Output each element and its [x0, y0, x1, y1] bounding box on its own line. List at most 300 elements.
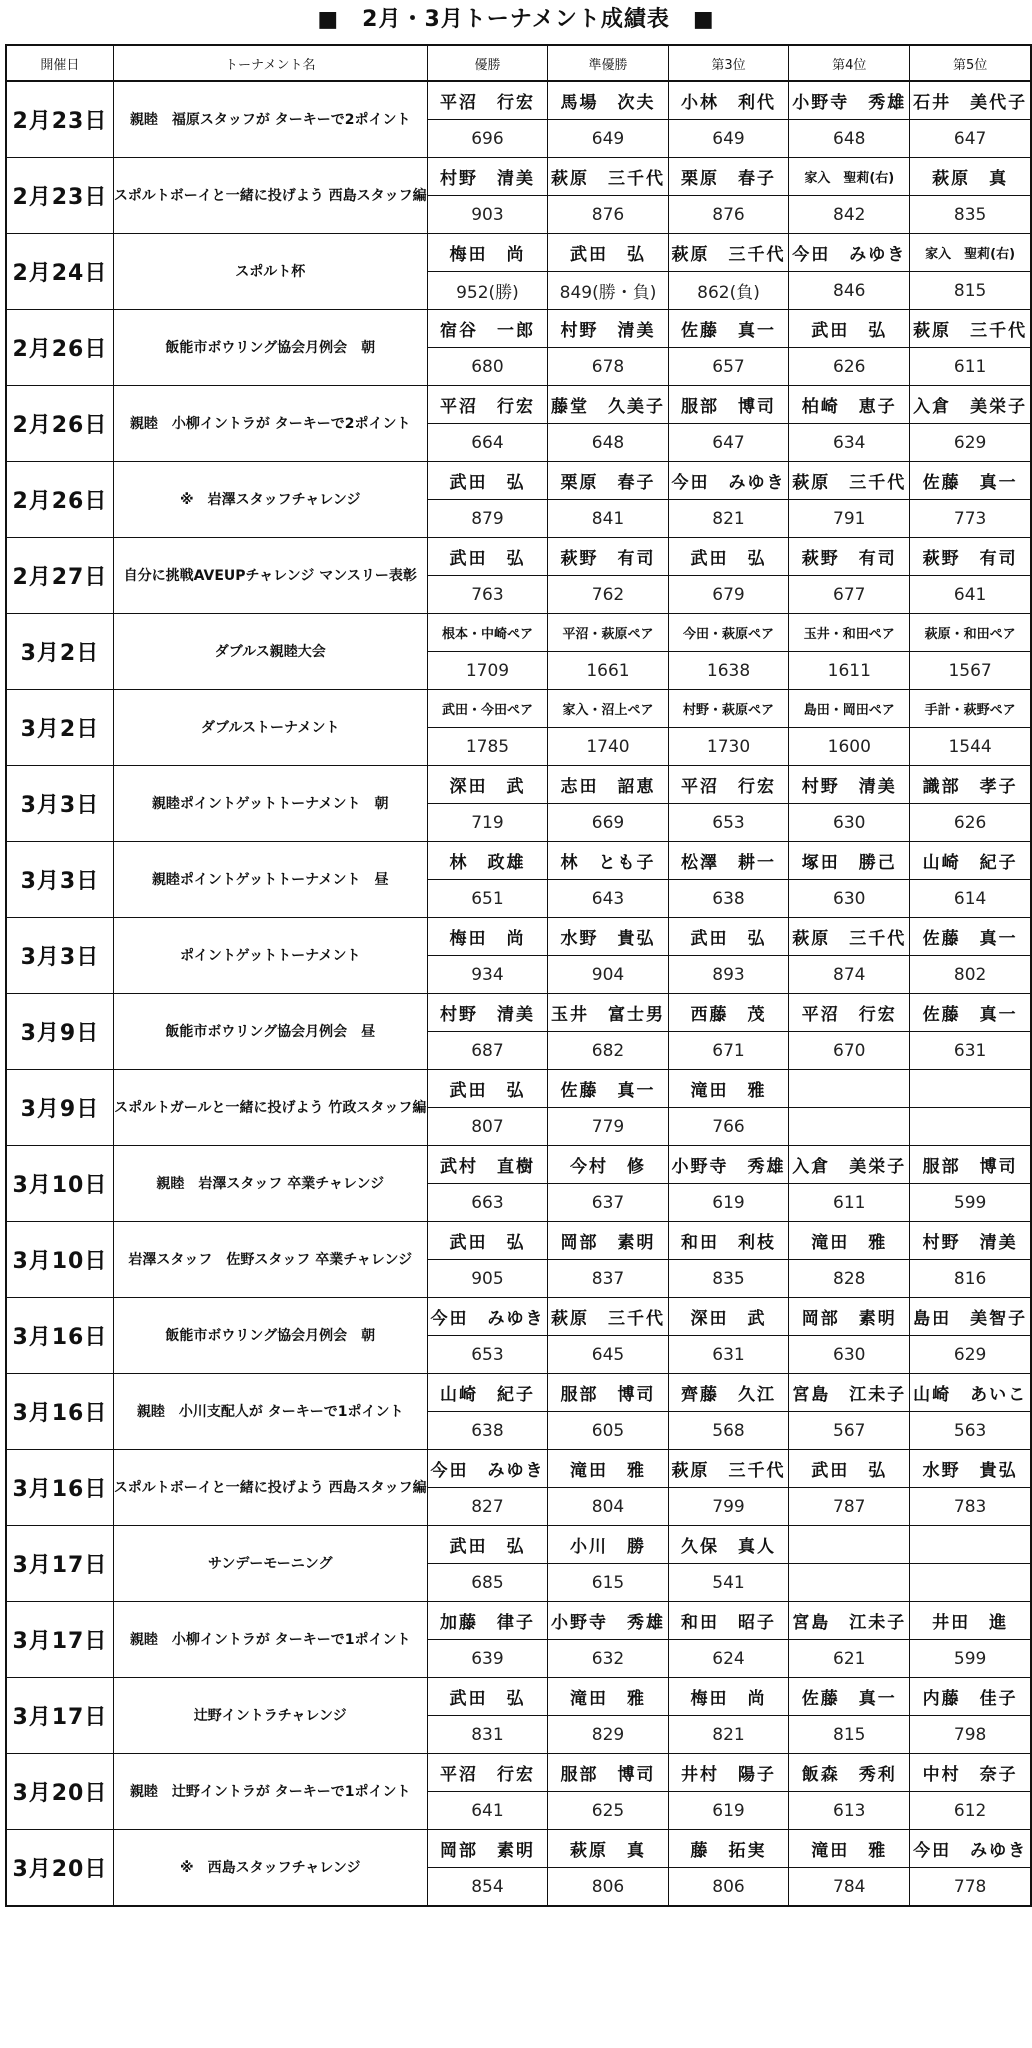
score-rank-5: 647 — [910, 120, 1031, 158]
score-rank-4: 842 — [789, 196, 910, 234]
player-name-rank-4: 小野寺 秀雄 — [789, 81, 910, 120]
score-rank-1: 638 — [427, 1412, 548, 1450]
player-name-rank-2: 武田 弘 — [548, 234, 669, 272]
score-rank-4: 784 — [789, 1868, 910, 1907]
player-name-rank-1: 平沼 行宏 — [427, 1754, 548, 1792]
score-rank-2: 1661 — [548, 652, 669, 690]
player-name-rank-4: 萩原 三千代 — [789, 462, 910, 500]
player-name-rank-3: 平沼 行宏 — [668, 766, 789, 804]
event-row-players — [6, 1374, 1031, 1412]
event-row-players — [6, 614, 1031, 652]
event-row-players — [6, 842, 1031, 880]
score-rank-4: 634 — [789, 424, 910, 462]
score-rank-1: 905 — [427, 1260, 548, 1298]
event-row-players — [6, 81, 1031, 120]
player-name-rank-5: 佐藤 真一 — [910, 462, 1031, 500]
player-name-rank-4 — [789, 1070, 910, 1108]
score-rank-5: 783 — [910, 1488, 1031, 1526]
tournament-name: 親睦 辻野イントラが ターキーで1ポイント — [113, 1754, 427, 1830]
score-rank-5: 631 — [910, 1032, 1031, 1070]
event-date: 3月16日 — [6, 1450, 113, 1526]
player-name-rank-2: 村野 清美 — [548, 310, 669, 348]
score-rank-3: 619 — [668, 1184, 789, 1222]
player-name-rank-3: 久保 真人 — [668, 1526, 789, 1564]
score-rank-5: 1544 — [910, 728, 1031, 766]
tournament-name: 親睦 小川支配人が ターキーで1ポイント — [113, 1374, 427, 1450]
score-rank-3: 647 — [668, 424, 789, 462]
score-rank-5: 1567 — [910, 652, 1031, 690]
player-name-rank-1: 平沼 行宏 — [427, 386, 548, 424]
player-name-rank-5: 今田 みゆき — [910, 1830, 1031, 1868]
score-rank-5: 599 — [910, 1640, 1031, 1678]
score-rank-1: 763 — [427, 576, 548, 614]
player-name-rank-2: 小野寺 秀雄 — [548, 1602, 669, 1640]
score-rank-2: 829 — [548, 1716, 669, 1754]
tournament-name: ※ 西島スタッフチャレンジ — [113, 1830, 427, 1907]
tournament-name: サンデーモーニング — [113, 1526, 427, 1602]
event-row-players — [6, 386, 1031, 424]
score-rank-2: 806 — [548, 1868, 669, 1907]
player-name-rank-1: 武田 弘 — [427, 1526, 548, 1564]
score-rank-2: 649 — [548, 120, 669, 158]
player-name-rank-5: 識部 孝子 — [910, 766, 1031, 804]
event-row-players — [6, 1830, 1031, 1868]
player-name-rank-4: 滝田 雅 — [789, 1222, 910, 1260]
event-date: 3月20日 — [6, 1754, 113, 1830]
score-rank-5: 626 — [910, 804, 1031, 842]
player-name-rank-2: 岡部 素明 — [548, 1222, 669, 1260]
player-name-rank-3: 齊藤 久江 — [668, 1374, 789, 1412]
tournament-name: 自分に挑戦AVEUPチャレンジ マンスリー表彰 — [113, 538, 427, 614]
event-date: 2月24日 — [6, 234, 113, 310]
player-name-rank-1: 武村 直樹 — [427, 1146, 548, 1184]
score-rank-3: 657 — [668, 348, 789, 386]
score-rank-2: 605 — [548, 1412, 669, 1450]
player-name-rank-5: 山崎 紀子 — [910, 842, 1031, 880]
score-rank-2: 625 — [548, 1792, 669, 1830]
player-name-rank-4: 玉井・和田ペア — [789, 614, 910, 652]
player-name-rank-5: 萩野 有司 — [910, 538, 1031, 576]
player-name-rank-4: 塚田 勝己 — [789, 842, 910, 880]
event-row-players — [6, 690, 1031, 728]
score-rank-1: 653 — [427, 1336, 548, 1374]
player-name-rank-2: 萩原 三千代 — [548, 1298, 669, 1336]
score-rank-4: 630 — [789, 880, 910, 918]
score-rank-2: 643 — [548, 880, 669, 918]
event-row-players — [6, 918, 1031, 956]
player-name-rank-2: 萩野 有司 — [548, 538, 669, 576]
results-body — [6, 81, 1031, 1906]
player-name-rank-4: 武田 弘 — [789, 1450, 910, 1488]
score-rank-3: 568 — [668, 1412, 789, 1450]
score-rank-1: 827 — [427, 1488, 548, 1526]
score-rank-1: 641 — [427, 1792, 548, 1830]
tournament-name: スポルトガールと一緒に投げよう 竹政スタッフ編 — [113, 1070, 427, 1146]
score-rank-2: 804 — [548, 1488, 669, 1526]
tournament-name: 辻野イントラチャレンジ — [113, 1678, 427, 1754]
score-rank-1: 680 — [427, 348, 548, 386]
player-name-rank-5: 手計・萩野ペア — [910, 690, 1031, 728]
event-row-players — [6, 1678, 1031, 1716]
event-date: 2月26日 — [6, 462, 113, 538]
score-rank-2: 615 — [548, 1564, 669, 1602]
tournament-name: 親睦ポイントゲットトーナメント 朝 — [113, 766, 427, 842]
player-name-rank-4: 家入 聖莉(右) — [789, 158, 910, 196]
score-rank-4: 648 — [789, 120, 910, 158]
player-name-rank-4: 萩原 三千代 — [789, 918, 910, 956]
score-rank-1: 663 — [427, 1184, 548, 1222]
score-rank-2: 837 — [548, 1260, 669, 1298]
player-name-rank-4: 滝田 雅 — [789, 1830, 910, 1868]
score-rank-1: 934 — [427, 956, 548, 994]
player-name-rank-1: 今田 みゆき — [427, 1450, 548, 1488]
event-date: 3月16日 — [6, 1298, 113, 1374]
player-name-rank-3: 深田 武 — [668, 1298, 789, 1336]
player-name-rank-3: 小林 利代 — [668, 81, 789, 120]
score-rank-3: 1638 — [668, 652, 789, 690]
event-row-players — [6, 234, 1031, 272]
player-name-rank-4: 佐藤 真一 — [789, 1678, 910, 1716]
score-rank-2: 779 — [548, 1108, 669, 1146]
player-name-rank-3: 井村 陽子 — [668, 1754, 789, 1792]
event-row-players — [6, 1602, 1031, 1640]
player-name-rank-5: 萩原 三千代 — [910, 310, 1031, 348]
player-name-rank-4: 村野 清美 — [789, 766, 910, 804]
player-name-rank-5 — [910, 1070, 1031, 1108]
score-rank-1: 685 — [427, 1564, 548, 1602]
page-title: ■ 2月・3月トーナメント成績表 ■ — [317, 7, 715, 32]
player-name-rank-4: 入倉 美栄子 — [789, 1146, 910, 1184]
score-rank-1: 1709 — [427, 652, 548, 690]
score-rank-5: 802 — [910, 956, 1031, 994]
tournament-name: 岩澤スタッフ 佐野スタッフ 卒業チャレンジ — [113, 1222, 427, 1298]
score-rank-3: 1730 — [668, 728, 789, 766]
player-name-rank-2: 玉井 富士男 — [548, 994, 669, 1032]
score-rank-3: 876 — [668, 196, 789, 234]
tournament-name: 親睦 福原スタッフが ターキーで2ポイント — [113, 81, 427, 158]
player-name-rank-3: 萩原 三千代 — [668, 1450, 789, 1488]
score-rank-1: 719 — [427, 804, 548, 842]
score-rank-1: 903 — [427, 196, 548, 234]
player-name-rank-4: 萩野 有司 — [789, 538, 910, 576]
tournament-name: ポイントゲットトーナメント — [113, 918, 427, 994]
score-rank-3: 862(負) — [668, 272, 789, 310]
player-name-rank-3: 滝田 雅 — [668, 1070, 789, 1108]
event-row-players — [6, 158, 1031, 196]
player-name-rank-2: 志田 詔恵 — [548, 766, 669, 804]
player-name-rank-3: 今田 みゆき — [668, 462, 789, 500]
player-name-rank-5: 服部 博司 — [910, 1146, 1031, 1184]
player-name-rank-1: 梅田 尚 — [427, 234, 548, 272]
player-name-rank-1: 村野 清美 — [427, 994, 548, 1032]
event-row-players — [6, 462, 1031, 500]
event-row-players — [6, 310, 1031, 348]
player-name-rank-3: 村野・萩原ペア — [668, 690, 789, 728]
player-name-rank-4 — [789, 1526, 910, 1564]
player-name-rank-2: 萩原 真 — [548, 1830, 669, 1868]
event-date: 3月9日 — [6, 1070, 113, 1146]
player-name-rank-5: 内藤 佳子 — [910, 1678, 1031, 1716]
event-row-players — [6, 994, 1031, 1032]
score-rank-2: 678 — [548, 348, 669, 386]
score-rank-5: 798 — [910, 1716, 1031, 1754]
score-rank-5 — [910, 1564, 1031, 1602]
player-name-rank-3: 栗原 春子 — [668, 158, 789, 196]
score-rank-3: 799 — [668, 1488, 789, 1526]
score-rank-2: 876 — [548, 196, 669, 234]
header-row — [6, 45, 1031, 81]
score-rank-4: 846 — [789, 272, 910, 310]
event-date: 2月26日 — [6, 310, 113, 386]
tournament-name: 親睦 岩澤スタッフ 卒業チャレンジ — [113, 1146, 427, 1222]
event-date: 3月2日 — [6, 690, 113, 766]
player-name-rank-5: 萩原・和田ペア — [910, 614, 1031, 652]
event-date: 3月3日 — [6, 918, 113, 994]
player-name-rank-5: 佐藤 真一 — [910, 994, 1031, 1032]
event-date: 3月3日 — [6, 842, 113, 918]
score-rank-2: 904 — [548, 956, 669, 994]
player-name-rank-4: 平沼 行宏 — [789, 994, 910, 1032]
player-name-rank-2: 滝田 雅 — [548, 1678, 669, 1716]
event-row-players — [6, 1526, 1031, 1564]
event-date: 3月3日 — [6, 766, 113, 842]
score-rank-1: 1785 — [427, 728, 548, 766]
score-rank-4: 1611 — [789, 652, 910, 690]
score-rank-1: 664 — [427, 424, 548, 462]
header-date: 開催日 — [6, 45, 113, 81]
score-rank-3: 649 — [668, 120, 789, 158]
score-rank-1: 879 — [427, 500, 548, 538]
header-1st: 優勝 — [427, 45, 548, 81]
header-2nd: 準優勝 — [548, 45, 669, 81]
score-rank-5: 611 — [910, 348, 1031, 386]
score-rank-5: 629 — [910, 424, 1031, 462]
tournament-name: スポルトボーイと一緒に投げよう 西島スタッフ編 — [113, 158, 427, 234]
player-name-rank-2: 服部 博司 — [548, 1374, 669, 1412]
score-rank-5: 778 — [910, 1868, 1031, 1907]
score-rank-1: 854 — [427, 1868, 548, 1907]
event-row-players — [6, 1754, 1031, 1792]
event-date: 2月26日 — [6, 386, 113, 462]
score-rank-5: 612 — [910, 1792, 1031, 1830]
player-name-rank-2: 馬場 次夫 — [548, 81, 669, 120]
player-name-rank-1: 平沼 行宏 — [427, 81, 548, 120]
score-rank-4: 815 — [789, 1716, 910, 1754]
event-row-players — [6, 1070, 1031, 1108]
score-rank-4 — [789, 1564, 910, 1602]
header-4th: 第4位 — [789, 45, 910, 81]
event-date: 3月20日 — [6, 1830, 113, 1907]
event-date: 2月23日 — [6, 158, 113, 234]
player-name-rank-2: 水野 貴弘 — [548, 918, 669, 956]
player-name-rank-3: 和田 昭子 — [668, 1602, 789, 1640]
event-row-players — [6, 538, 1031, 576]
score-rank-4: 787 — [789, 1488, 910, 1526]
score-rank-4: 621 — [789, 1640, 910, 1678]
score-rank-4: 613 — [789, 1792, 910, 1830]
score-rank-5: 815 — [910, 272, 1031, 310]
score-rank-4: 611 — [789, 1184, 910, 1222]
player-name-rank-2: 服部 博司 — [548, 1754, 669, 1792]
score-rank-5: 835 — [910, 196, 1031, 234]
score-rank-4: 1600 — [789, 728, 910, 766]
tournament-name: ダブルストーナメント — [113, 690, 427, 766]
player-name-rank-1: 宿谷 一郎 — [427, 310, 548, 348]
tournament-name: 飯能市ボウリング協会月例会 昼 — [113, 994, 427, 1070]
event-row-players — [6, 766, 1031, 804]
player-name-rank-2: 家入・沼上ペア — [548, 690, 669, 728]
tournament-name: ダブルス親睦大会 — [113, 614, 427, 690]
score-rank-2: 648 — [548, 424, 669, 462]
player-name-rank-2: 栗原 春子 — [548, 462, 669, 500]
score-rank-4: 791 — [789, 500, 910, 538]
player-name-rank-2: 佐藤 真一 — [548, 1070, 669, 1108]
player-name-rank-4: 飯森 秀利 — [789, 1754, 910, 1792]
score-rank-4: 677 — [789, 576, 910, 614]
player-name-rank-1: 武田・今田ペア — [427, 690, 548, 728]
player-name-rank-5: 村野 清美 — [910, 1222, 1031, 1260]
player-name-rank-1: 深田 武 — [427, 766, 548, 804]
score-rank-3: 766 — [668, 1108, 789, 1146]
score-rank-3: 893 — [668, 956, 789, 994]
player-name-rank-1: 加藤 律子 — [427, 1602, 548, 1640]
event-date: 2月23日 — [6, 81, 113, 158]
score-rank-4: 874 — [789, 956, 910, 994]
player-name-rank-5: 水野 貴弘 — [910, 1450, 1031, 1488]
player-name-rank-1: 武田 弘 — [427, 538, 548, 576]
score-rank-5: 641 — [910, 576, 1031, 614]
event-row-players — [6, 1298, 1031, 1336]
event-date: 3月10日 — [6, 1146, 113, 1222]
event-row-players — [6, 1222, 1031, 1260]
event-date: 3月17日 — [6, 1526, 113, 1602]
player-name-rank-4: 今田 みゆき — [789, 234, 910, 272]
player-name-rank-3: 藤 拓実 — [668, 1830, 789, 1868]
player-name-rank-5 — [910, 1526, 1031, 1564]
score-rank-3: 631 — [668, 1336, 789, 1374]
player-name-rank-1: 林 政雄 — [427, 842, 548, 880]
score-rank-3: 671 — [668, 1032, 789, 1070]
event-row-players — [6, 1450, 1031, 1488]
score-rank-2: 637 — [548, 1184, 669, 1222]
score-rank-2: 645 — [548, 1336, 669, 1374]
player-name-rank-2: 萩原 三千代 — [548, 158, 669, 196]
player-name-rank-3: 松澤 耕一 — [668, 842, 789, 880]
player-name-rank-5: 家入 聖莉(右) — [910, 234, 1031, 272]
score-rank-5: 629 — [910, 1336, 1031, 1374]
score-rank-4: 670 — [789, 1032, 910, 1070]
player-name-rank-5: 山崎 あいこ — [910, 1374, 1031, 1412]
results-table — [5, 44, 1032, 1907]
header-tournament: トーナメント名 — [113, 45, 427, 81]
score-rank-1: 952(勝) — [427, 272, 548, 310]
player-name-rank-1: 根本・中崎ペア — [427, 614, 548, 652]
score-rank-4: 626 — [789, 348, 910, 386]
player-name-rank-4: 宮島 江未子 — [789, 1602, 910, 1640]
player-name-rank-2: 藤堂 久美子 — [548, 386, 669, 424]
player-name-rank-2: 今村 修 — [548, 1146, 669, 1184]
score-rank-1: 831 — [427, 1716, 548, 1754]
player-name-rank-2: 小川 勝 — [548, 1526, 669, 1564]
score-rank-3: 679 — [668, 576, 789, 614]
event-date: 2月27日 — [6, 538, 113, 614]
player-name-rank-5: 萩原 真 — [910, 158, 1031, 196]
score-rank-1: 651 — [427, 880, 548, 918]
player-name-rank-3: 今田・萩原ペア — [668, 614, 789, 652]
player-name-rank-2: 林 とも子 — [548, 842, 669, 880]
score-rank-2: 669 — [548, 804, 669, 842]
player-name-rank-1: 武田 弘 — [427, 1678, 548, 1716]
score-rank-3: 638 — [668, 880, 789, 918]
tournament-name: 飯能市ボウリング協会月例会 朝 — [113, 310, 427, 386]
player-name-rank-4: 武田 弘 — [789, 310, 910, 348]
header-3rd: 第3位 — [668, 45, 789, 81]
score-rank-2: 849(勝・負) — [548, 272, 669, 310]
player-name-rank-1: 梅田 尚 — [427, 918, 548, 956]
player-name-rank-3: 梅田 尚 — [668, 1678, 789, 1716]
score-rank-5: 816 — [910, 1260, 1031, 1298]
player-name-rank-5: 中村 奈子 — [910, 1754, 1031, 1792]
event-date: 3月10日 — [6, 1222, 113, 1298]
score-rank-4: 630 — [789, 1336, 910, 1374]
score-rank-3: 653 — [668, 804, 789, 842]
score-rank-5 — [910, 1108, 1031, 1146]
score-rank-3: 821 — [668, 1716, 789, 1754]
player-name-rank-1: 今田 みゆき — [427, 1298, 548, 1336]
score-rank-3: 835 — [668, 1260, 789, 1298]
score-rank-1: 639 — [427, 1640, 548, 1678]
player-name-rank-3: 佐藤 真一 — [668, 310, 789, 348]
score-rank-1: 696 — [427, 120, 548, 158]
score-rank-3: 624 — [668, 1640, 789, 1678]
score-rank-4: 567 — [789, 1412, 910, 1450]
score-rank-1: 807 — [427, 1108, 548, 1146]
player-name-rank-4: 島田・岡田ペア — [789, 690, 910, 728]
score-rank-5: 599 — [910, 1184, 1031, 1222]
score-rank-3: 541 — [668, 1564, 789, 1602]
score-rank-2: 841 — [548, 500, 669, 538]
score-rank-2: 1740 — [548, 728, 669, 766]
player-name-rank-3: 小野寺 秀雄 — [668, 1146, 789, 1184]
score-rank-4: 828 — [789, 1260, 910, 1298]
event-date: 3月2日 — [6, 614, 113, 690]
score-rank-4 — [789, 1108, 910, 1146]
player-name-rank-5: 入倉 美栄子 — [910, 386, 1031, 424]
score-rank-2: 682 — [548, 1032, 669, 1070]
event-date: 3月17日 — [6, 1602, 113, 1678]
player-name-rank-1: 山崎 紀子 — [427, 1374, 548, 1412]
score-rank-3: 619 — [668, 1792, 789, 1830]
score-rank-4: 630 — [789, 804, 910, 842]
player-name-rank-5: 井田 進 — [910, 1602, 1031, 1640]
player-name-rank-1: 岡部 素明 — [427, 1830, 548, 1868]
tournament-name: 親睦ポイントゲットトーナメント 昼 — [113, 842, 427, 918]
event-date: 3月16日 — [6, 1374, 113, 1450]
score-rank-1: 687 — [427, 1032, 548, 1070]
player-name-rank-1: 村野 清美 — [427, 158, 548, 196]
player-name-rank-3: 萩原 三千代 — [668, 234, 789, 272]
tournament-name: ※ 岩澤スタッフチャレンジ — [113, 462, 427, 538]
player-name-rank-4: 岡部 素明 — [789, 1298, 910, 1336]
event-row-players — [6, 1146, 1031, 1184]
player-name-rank-5: 佐藤 真一 — [910, 918, 1031, 956]
player-name-rank-5: 島田 美智子 — [910, 1298, 1031, 1336]
player-name-rank-3: 武田 弘 — [668, 918, 789, 956]
player-name-rank-1: 武田 弘 — [427, 462, 548, 500]
player-name-rank-4: 宮島 江未子 — [789, 1374, 910, 1412]
tournament-name: 親睦 小柳イントラが ターキーで1ポイント — [113, 1602, 427, 1678]
tournament-name: 飯能市ボウリング協会月例会 朝 — [113, 1298, 427, 1374]
